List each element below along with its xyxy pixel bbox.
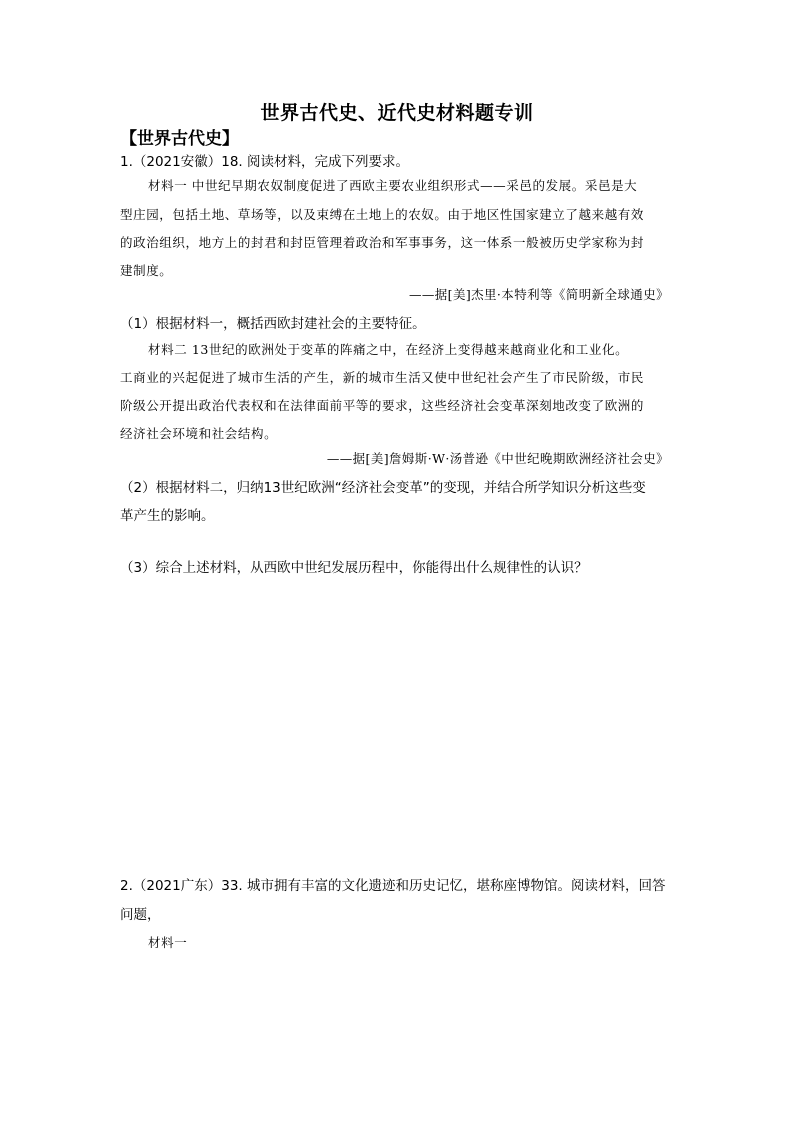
- question-1-sub-3: （3）综合上述材料，从西欧中世纪发展历程中，你能得出什么规律性的认识？: [120, 560, 588, 576]
- material-2-line: 工商业的兴起促进了城市生活的产生，新的城市生活又使中世纪社会产生了市民阶级，市民: [120, 370, 645, 385]
- material-1-line: 的政治组织，地方上的封君和封臣管理着政治和军事事务，这一体系一般被历史学家称为封: [120, 235, 645, 250]
- material-1-line: 型庄园，包括土地、草场等，以及束缚在土地上的农奴。由于地区性国家建立了越来越有效: [120, 207, 645, 222]
- material-2-source: ——据[美]詹姆斯·W·汤普逊《中世纪晚期欧洲经济社会史》: [326, 451, 669, 466]
- material-1-line: 材料一 中世纪早期农奴制度促进了西欧主要农业组织形式——采邑的发展。采邑是大: [148, 178, 638, 193]
- material-2-line: 材料二 13世纪的欧洲处于变革的阵痛之中，在经济上变得越来越商业化和工业化。: [148, 342, 629, 357]
- question-1-sub-2: （2）根据材料二，归纳13世纪欧洲“经济社会变革”的变现，并结合所学知识分析这些变: [120, 480, 646, 496]
- material-2-line: 阶级公开提出政治代表权和在法律面前平等的要求，这些经济社会变革深刻地改变了欧洲的: [120, 398, 645, 413]
- material-2-line: 经济社会环境和社会结构。: [120, 426, 278, 441]
- page-title: 世界古代史、近代史材料题专训: [260, 102, 534, 124]
- question-2-intro: 2.（2021广东）33. 城市拥有丰富的文化遗迹和历史记忆，堪称座博物馆。阅读材料，回答: [120, 878, 666, 894]
- material-1-line: 建制度。: [120, 263, 173, 278]
- question-1-sub-1: （1）根据材料一，概括西欧封建社会的主要特征。: [120, 316, 426, 332]
- question-1-sub-2: 革产生的影响。: [120, 508, 215, 524]
- material-1-source: ——据[美]杰里·本特利等《简明新全球通史》: [408, 287, 669, 302]
- question-2-material-label: 材料一: [148, 935, 188, 950]
- section-heading: 【世界古代史】: [120, 129, 239, 149]
- question-1-intro: 1.（2021安徽）18. 阅读材料，完成下列要求。: [120, 154, 409, 170]
- question-2-intro: 问题，: [120, 907, 161, 923]
